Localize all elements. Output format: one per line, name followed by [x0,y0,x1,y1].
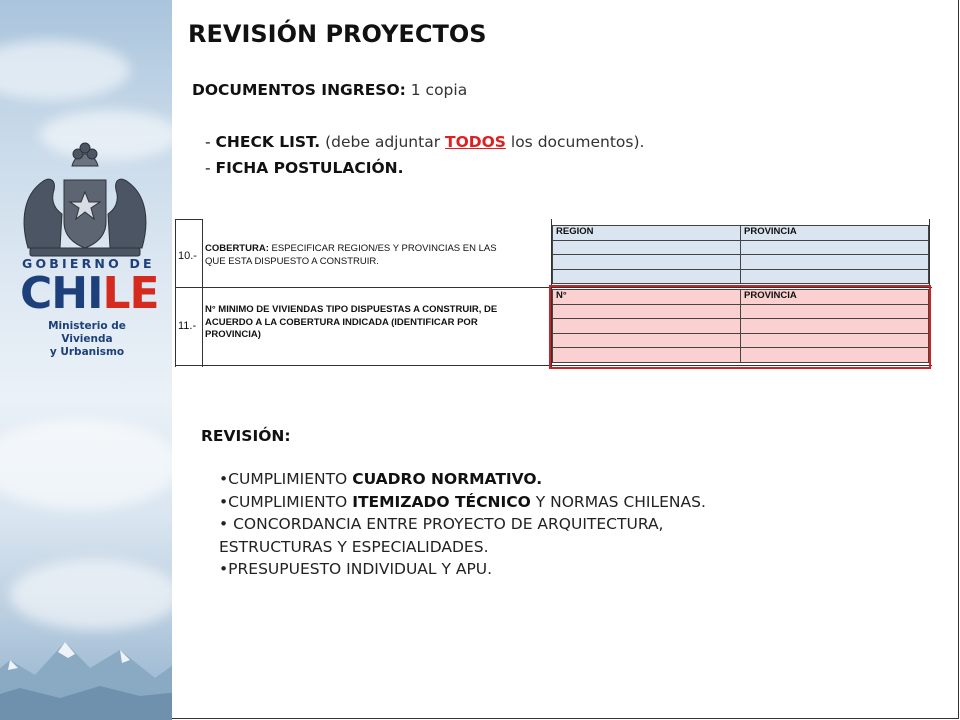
dash: - [205,159,216,177]
table-cell[interactable] [741,255,929,270]
ingreso-value: 1 copia [410,81,468,99]
header-provincia: PROVINCIA [741,290,929,305]
ingreso-line [192,81,467,99]
ministry-line-2: y Urbanismo [49,346,125,358]
chile-logo-red: LE [102,268,159,319]
list-item: •CUMPLIMIENTO ITEMIZADO TÉCNICO Y NORMAS CHILENAS. [219,492,706,511]
table-cell[interactable] [741,240,929,255]
document-text: (debe adjuntar [320,133,445,151]
ministry-name [22,320,152,359]
question-line: ACUERDO A LA COBERTURA INDICADA (IDENTIFICAR POR [205,316,478,328]
table-cell[interactable] [553,269,741,284]
region-table [552,225,929,284]
item-text: PRESUPUESTO INDIVIDUAL Y APU. [228,560,493,578]
coat-of-arms-icon [10,140,160,260]
item-bold: ITEMIZADO TÉCNICO [352,492,531,511]
revision-title: REVISIÓN: [201,427,291,445]
item-text: Y NORMAS CHILENAS. [530,492,706,511]
document-text: los documentos). [505,133,645,151]
table-cell[interactable] [553,240,741,255]
document-item [205,155,644,181]
document-item [205,129,644,155]
chile-logo [20,270,159,318]
document-bold: FICHA POSTULACIÓN. [215,159,404,177]
item-text: CONCORDANCIA ENTRE PROYECTO DE ARQUITECTURA, [228,515,664,533]
mountains-icon [0,630,172,720]
question-line: QUE ESTA DISPUESTO A CONSTRUIR. [205,255,379,267]
list-item-continuation [219,536,859,559]
row-number: 10.- [178,250,197,262]
revision-list [219,468,859,581]
gobierno-label: GOBIERNO DE [22,256,155,271]
header-provincia: PROVINCIA [741,226,929,241]
item-bold: CUADRO NORMATIVO. [352,470,543,488]
chile-logo-blue: CHI [20,268,103,319]
item-text: CUMPLIMIENTO [228,470,353,488]
question-text [205,243,550,268]
list-item: •PRESUPUESTO INDIVIDUAL Y APU. [219,560,493,578]
ingreso-label: DOCUMENTOS INGRESO: [192,81,406,99]
item-text: CUMPLIMIENTO [228,492,353,511]
side-banner [0,0,172,720]
ministry-line-1: Ministerio de Vivienda [48,320,126,345]
row-number: 11.- [178,320,197,332]
page-title: REVISIÓN PROYECTOS [188,20,487,48]
highlight-box [549,285,931,369]
question-line: N° MINIMO DE VIVIENDAS TIPO DISPUESTAS A CONSTRUIR, DE [205,304,498,315]
dash: - [205,133,216,151]
list-item: •CUMPLIMIENTO CUADRO NORMATIVO. [219,470,543,488]
list-item: • CONCORDANCIA ENTRE PROYECTO DE ARQUITECTURA, [219,515,664,533]
form-excerpt [175,219,932,367]
table-cell[interactable] [741,269,929,284]
item-text: ESTRUCTURAS Y ESPECIALIDADES. [219,537,489,556]
todos-highlight: TODOS [445,133,506,151]
question-line: ESPECIFICAR REGION/ES Y PROVINCIAS EN LAS [268,243,497,254]
header-region: REGION [553,226,741,241]
question-bold: COBERTURA: [205,243,269,254]
table-cell[interactable] [553,255,741,270]
question-text [205,304,550,342]
question-line: PROVINCIA) [205,329,261,340]
header-numero: N° [553,290,741,305]
document-bold: CHECK LIST. [215,133,321,151]
documents-list [205,129,644,181]
